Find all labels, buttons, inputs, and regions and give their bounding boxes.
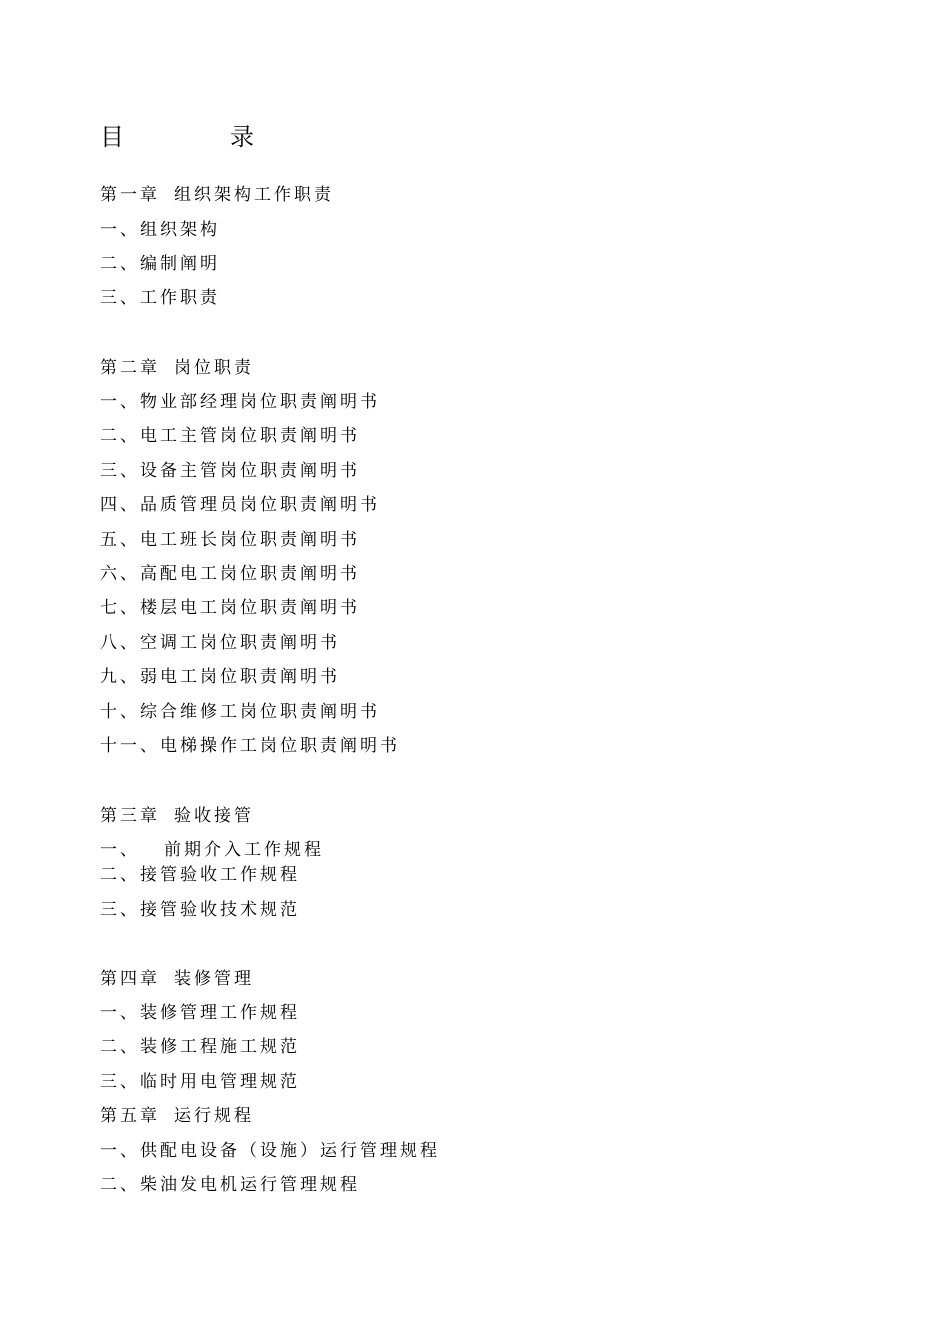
chapter-title: 运行规程: [174, 1106, 254, 1126]
toc-entry: 六、高配电工岗位职责阐明书: [100, 564, 360, 584]
chapter-number: 第三章: [100, 806, 160, 826]
toc-entry: 四、品质管理员岗位职责阐明书: [100, 495, 380, 515]
chapter-title: 验收接管: [174, 806, 254, 826]
toc-entry: 十、综合维修工岗位职责阐明书: [100, 702, 380, 722]
toc-chapter-5: [100, 1104, 254, 1128]
toc-title-left: 目: [100, 123, 124, 151]
entry-text: 前期介入工作规程: [164, 840, 324, 860]
toc-entry: 三、临时用电管理规范: [100, 1072, 300, 1092]
toc-entry: 二、装修工程施工规范: [100, 1037, 300, 1057]
toc-entry: 八、空调工岗位职责阐明书: [100, 633, 340, 653]
toc-entry: 九、弱电工岗位职责阐明书: [100, 667, 340, 687]
entry-prefix: 一、: [100, 840, 140, 860]
toc-chapter-1: [100, 183, 334, 207]
toc-title-right: 录: [230, 123, 254, 151]
toc-entry: 三、工作职责: [100, 288, 220, 308]
toc-entry: 十一、电梯操作工岗位职责阐明书: [100, 736, 400, 756]
toc-entry: 五、电工班长岗位职责阐明书: [100, 530, 360, 550]
toc-entry: [100, 838, 324, 862]
toc-entry: 三、接管验收技术规范: [100, 900, 300, 920]
chapter-title: 岗位职责: [174, 358, 254, 378]
toc-entry: 三、设备主管岗位职责阐明书: [100, 461, 360, 481]
toc-title: [100, 120, 300, 154]
toc-entry: 一、供配电设备（设施）运行管理规程: [100, 1141, 440, 1161]
toc-chapter-3: [100, 804, 254, 828]
chapter-number: 第五章: [100, 1106, 160, 1126]
toc-entry: 二、编制阐明: [100, 254, 220, 274]
chapter-number: 第一章: [100, 185, 160, 205]
toc-chapter-2: [100, 356, 254, 380]
toc-entry: 二、电工主管岗位职责阐明书: [100, 426, 360, 446]
toc-entry: 一、组织架构: [100, 220, 220, 240]
toc-entry: 一、物业部经理岗位职责阐明书: [100, 392, 380, 412]
chapter-number: 第四章: [100, 969, 160, 989]
chapter-title: 装修管理: [174, 969, 254, 989]
toc-entry: 一、装修管理工作规程: [100, 1003, 300, 1023]
chapter-number: 第二章: [100, 358, 160, 378]
toc-entry: 二、接管验收工作规程: [100, 865, 300, 885]
toc-chapter-4: [100, 967, 254, 991]
toc-entry: 二、柴油发电机运行管理规程: [100, 1175, 360, 1195]
toc-entry: 七、楼层电工岗位职责阐明书: [100, 598, 360, 618]
chapter-title: 组织架构工作职责: [174, 185, 334, 205]
